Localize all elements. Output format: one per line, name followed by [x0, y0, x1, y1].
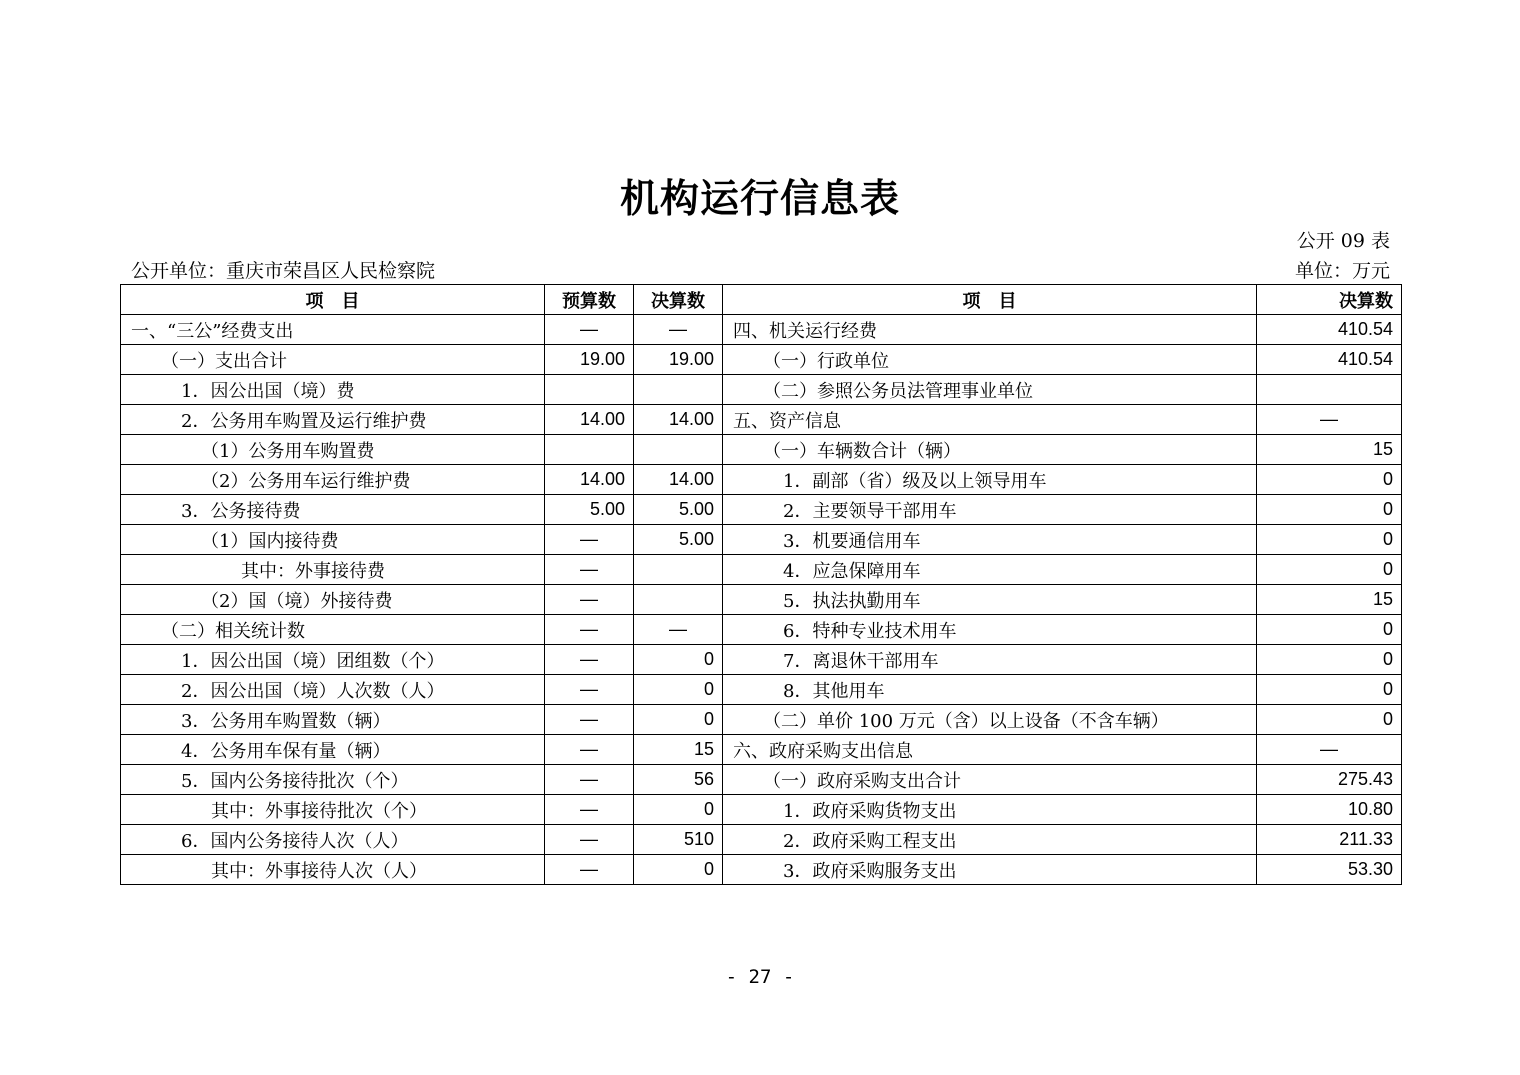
left-item-label: （2）国（境）外接待费: [121, 585, 545, 615]
table-row: [121, 435, 1402, 465]
right-item-label: 五、资产信息: [723, 405, 1257, 435]
right-item-label: 2．政府采购工程支出: [723, 825, 1257, 855]
budget-value: [545, 375, 634, 405]
header-left-item: 项 目: [121, 285, 545, 315]
budget-value: —: [545, 315, 634, 345]
right-final-value: 0: [1257, 495, 1402, 525]
right-final-value: 0: [1257, 525, 1402, 555]
right-final-value: [1257, 375, 1402, 405]
left-item-label: （一）支出合计: [121, 345, 545, 375]
budget-value: —: [545, 645, 634, 675]
budget-value: —: [545, 585, 634, 615]
right-final-value: 410.54: [1257, 345, 1402, 375]
right-item-label: （一）政府采购支出合计: [723, 765, 1257, 795]
table-row: [121, 375, 1402, 405]
table-row: [121, 795, 1402, 825]
right-final-value: 275.43: [1257, 765, 1402, 795]
left-item-label: 3．公务接待费: [121, 495, 545, 525]
budget-value: —: [545, 825, 634, 855]
left-item-label: 4．公务用车保有量（辆）: [121, 735, 545, 765]
table-row: [121, 645, 1402, 675]
right-final-value: 0: [1257, 705, 1402, 735]
final-value: 0: [634, 855, 723, 885]
right-final-value: 0: [1257, 675, 1402, 705]
final-value: 510: [634, 825, 723, 855]
right-item-label: 5．执法执勤用车: [723, 585, 1257, 615]
right-item-label: 四、机关运行经费: [723, 315, 1257, 345]
header-budget: 预算数: [545, 285, 634, 315]
table-row: [121, 735, 1402, 765]
final-value: 0: [634, 705, 723, 735]
left-item-label: 2．因公出国（境）人次数（人）: [121, 675, 545, 705]
left-item-label: 6．国内公务接待人次（人）: [121, 825, 545, 855]
table-row: [121, 765, 1402, 795]
left-item-label: （1）公务用车购置费: [121, 435, 545, 465]
final-value: 5.00: [634, 495, 723, 525]
table-row: [121, 345, 1402, 375]
right-item-label: 3．机要通信用车: [723, 525, 1257, 555]
right-final-value: —: [1257, 735, 1402, 765]
final-value: —: [634, 315, 723, 345]
budget-value: —: [545, 555, 634, 585]
budget-value: —: [545, 705, 634, 735]
final-value: 14.00: [634, 465, 723, 495]
header-row: [121, 285, 1402, 315]
left-item-label: （2）公务用车运行维护费: [121, 465, 545, 495]
right-final-value: 0: [1257, 555, 1402, 585]
table-row: [121, 405, 1402, 435]
final-value: [634, 435, 723, 465]
right-final-value: 0: [1257, 615, 1402, 645]
right-final-value: 15: [1257, 585, 1402, 615]
final-value: 14.00: [634, 405, 723, 435]
info-table: [120, 284, 1402, 885]
final-value: 15: [634, 735, 723, 765]
header-final: 决算数: [634, 285, 723, 315]
right-item-label: 1．政府采购货物支出: [723, 795, 1257, 825]
left-item-label: 其中：外事接待人次（人）: [121, 855, 545, 885]
right-item-label: 7．离退休干部用车: [723, 645, 1257, 675]
table-row: [121, 465, 1402, 495]
right-final-value: 15: [1257, 435, 1402, 465]
right-item-label: （二）单价 100 万元（含）以上设备（不含车辆）: [723, 705, 1257, 735]
header-right-item: 项 目: [723, 285, 1257, 315]
left-item-label: 2．公务用车购置及运行维护费: [121, 405, 545, 435]
table-row: [121, 315, 1402, 345]
budget-value: 14.00: [545, 465, 634, 495]
table-row: [121, 585, 1402, 615]
final-value: 0: [634, 645, 723, 675]
final-value: 19.00: [634, 345, 723, 375]
table-row: [121, 525, 1402, 555]
budget-value: —: [545, 795, 634, 825]
left-item-label: 1．因公出国（境）费: [121, 375, 545, 405]
final-value: [634, 585, 723, 615]
right-final-value: 410.54: [1257, 315, 1402, 345]
table-row: [121, 615, 1402, 645]
right-final-value: 53.30: [1257, 855, 1402, 885]
left-item-label: 一、“三公”经费支出: [121, 315, 545, 345]
right-item-label: 六、政府采购支出信息: [723, 735, 1257, 765]
budget-value: 5.00: [545, 495, 634, 525]
budget-value: —: [545, 525, 634, 555]
left-item-label: （1）国内接待费: [121, 525, 545, 555]
left-item-label: （二）相关统计数: [121, 615, 545, 645]
budget-value: [545, 435, 634, 465]
right-item-label: 8．其他用车: [723, 675, 1257, 705]
right-final-value: —: [1257, 405, 1402, 435]
final-value: 0: [634, 675, 723, 705]
right-item-label: （一）行政单位: [723, 345, 1257, 375]
budget-value: —: [545, 765, 634, 795]
table-row: [121, 495, 1402, 525]
table-row: [121, 825, 1402, 855]
final-value: [634, 555, 723, 585]
final-value: 5.00: [634, 525, 723, 555]
table-row: [121, 675, 1402, 705]
right-item-label: （二）参照公务员法管理事业单位: [723, 375, 1257, 405]
right-item-label: 4．应急保障用车: [723, 555, 1257, 585]
table-row: [121, 855, 1402, 885]
right-final-value: 211.33: [1257, 825, 1402, 855]
budget-value: 19.00: [545, 345, 634, 375]
left-item-label: 1．因公出国（境）团组数（个）: [121, 645, 545, 675]
currency-unit: 单位：万元: [1294, 260, 1390, 282]
left-item-label: 3．公务用车购置数（辆）: [121, 705, 545, 735]
final-value: [634, 375, 723, 405]
final-value: 56: [634, 765, 723, 795]
table-row: [121, 555, 1402, 585]
right-final-value: 10.80: [1257, 795, 1402, 825]
right-item-label: 2．主要领导干部用车: [723, 495, 1257, 525]
final-value: —: [634, 615, 723, 645]
right-final-value: 0: [1257, 645, 1402, 675]
publishing-unit: 公开单位：重庆市荣昌区人民检察院: [131, 260, 436, 282]
budget-value: 14.00: [545, 405, 634, 435]
right-item-label: （一）车辆数合计（辆）: [723, 435, 1257, 465]
table-row: [121, 705, 1402, 735]
header-right-final: 决算数: [1257, 285, 1402, 315]
left-item-label: 其中：外事接待费: [121, 555, 545, 585]
budget-value: —: [545, 615, 634, 645]
right-item-label: 3．政府采购服务支出: [723, 855, 1257, 885]
left-item-label: 5．国内公务接待批次（个）: [121, 765, 545, 795]
budget-value: —: [545, 855, 634, 885]
right-item-label: 1．副部（省）级及以上领导用车: [723, 465, 1257, 495]
right-final-value: 0: [1257, 465, 1402, 495]
left-item-label: 其中：外事接待批次（个）: [121, 795, 545, 825]
page-number: - 27 -: [725, 966, 795, 988]
table-number: 公开 09 表: [1296, 230, 1390, 252]
budget-value: —: [545, 675, 634, 705]
final-value: 0: [634, 795, 723, 825]
right-item-label: 6．特种专业技术用车: [723, 615, 1257, 645]
page-title: 机构运行信息表: [619, 177, 900, 222]
budget-value: —: [545, 735, 634, 765]
